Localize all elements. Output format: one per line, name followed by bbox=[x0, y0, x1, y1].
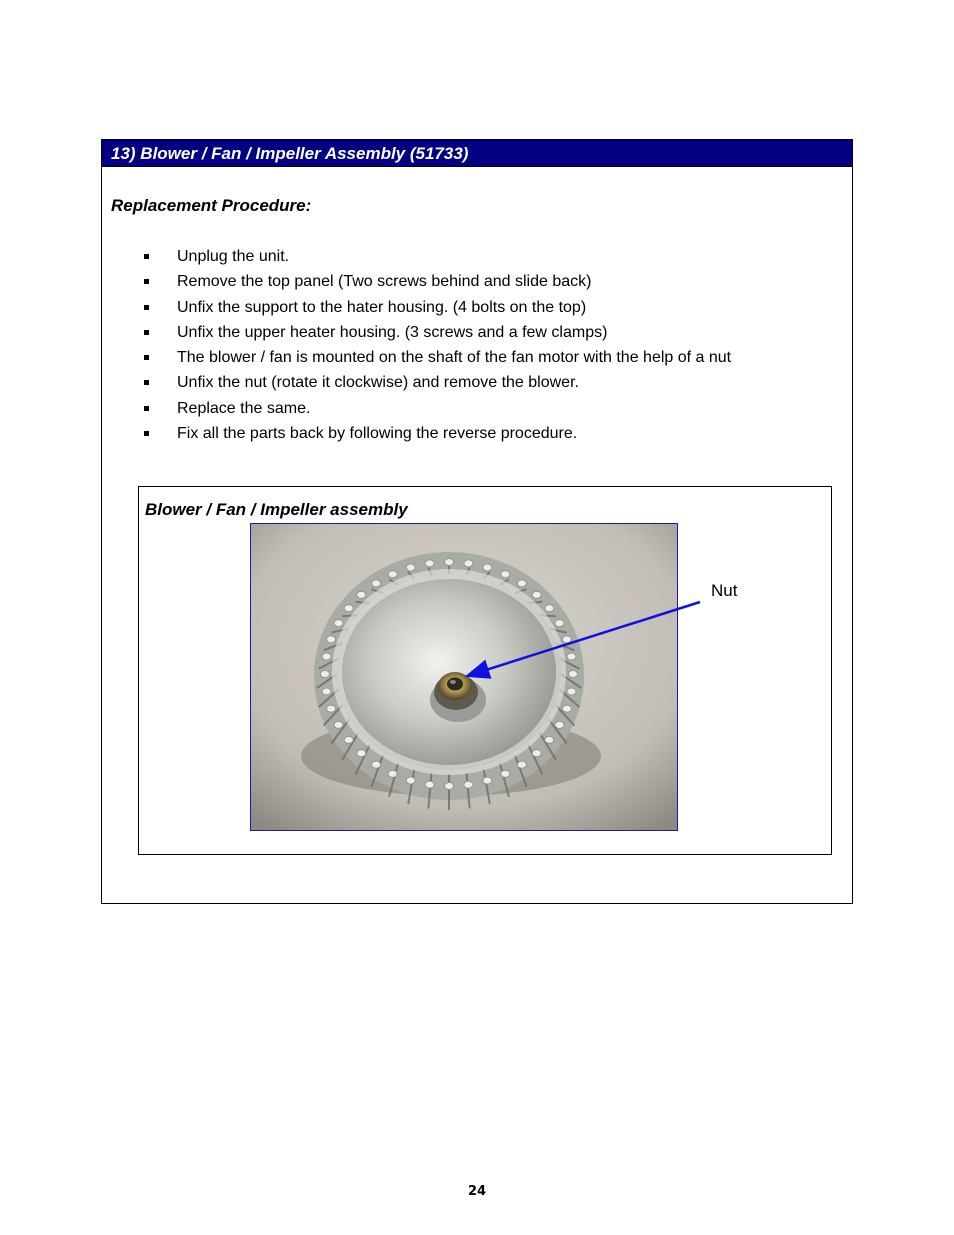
list-item bbox=[140, 246, 731, 271]
step-list bbox=[140, 246, 731, 448]
bullet-icon bbox=[144, 330, 149, 335]
bullet-icon bbox=[144, 380, 149, 385]
bullet-icon bbox=[144, 279, 149, 284]
figure-box bbox=[138, 486, 832, 855]
step-text: Unfix the support to the hater housing. (4 bolts on the top) bbox=[177, 298, 587, 316]
step-text: Remove the top panel (Two screws behind and slide back) bbox=[177, 273, 592, 291]
list-item bbox=[140, 372, 731, 397]
step-text: Unfix the nut (rotate it clockwise) and remove the blower. bbox=[177, 374, 579, 392]
blower-photo bbox=[250, 523, 678, 831]
blower-wheel-image bbox=[251, 524, 677, 830]
step-text: Unfix the upper heater housing. (3 screws and a few clamps) bbox=[177, 323, 608, 341]
list-item bbox=[140, 297, 731, 322]
bullet-icon bbox=[144, 431, 149, 436]
step-text: The blower / fan is mounted on the shaft of the fan motor with the help of a nut bbox=[177, 349, 732, 367]
list-item bbox=[140, 271, 731, 296]
step-text: Unplug the unit. bbox=[177, 248, 290, 265]
bullet-icon bbox=[144, 355, 149, 360]
section-title: 13) Blower / Fan / Impeller Assembly (51733) bbox=[102, 140, 852, 167]
list-item bbox=[140, 423, 731, 448]
bullet-icon bbox=[144, 305, 149, 310]
figure-title: Blower / Fan / Impeller assembly bbox=[145, 500, 408, 519]
bullet-icon bbox=[144, 406, 149, 411]
step-text: Replace the same. bbox=[177, 399, 311, 417]
nut-label: Nut bbox=[711, 581, 738, 600]
procedure-section bbox=[101, 139, 853, 904]
list-item bbox=[140, 322, 731, 347]
list-item bbox=[140, 347, 731, 372]
list-item bbox=[140, 398, 731, 423]
bullet-icon bbox=[144, 254, 149, 259]
page-number: 24 bbox=[467, 1184, 487, 1199]
subheading: Replacement Procedure: bbox=[111, 196, 312, 215]
step-text: Fix all the parts back by following the reverse procedure. bbox=[177, 425, 578, 443]
